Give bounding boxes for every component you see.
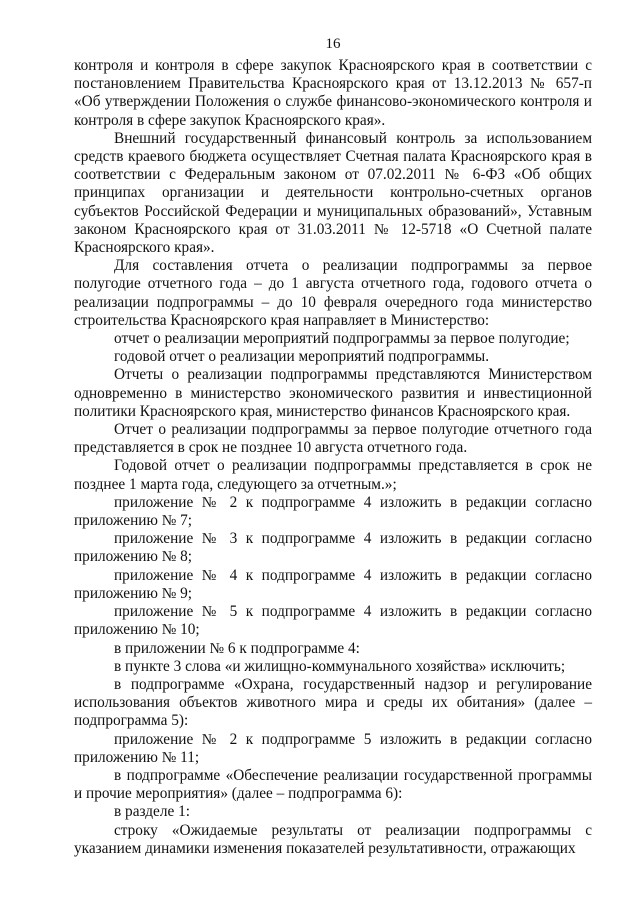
paragraph: приложение № 4 к подпрограмме 4 изложить в редакции согласно приложению № 9; bbox=[74, 566, 592, 602]
paragraph: Отчеты о реализации подпрограммы представляются Министерством одновременно в министерство экономического развития и инвестиционной политики Красноярского края, министерство финансов Красноярского края. bbox=[74, 366, 592, 420]
paragraph: годовой отчет о реализации мероприятий подпрограммы. bbox=[114, 348, 490, 366]
paragraph: в разделе 1: bbox=[114, 803, 190, 821]
page-number: 16 bbox=[325, 36, 341, 52]
paragraph: в пункте 3 слова «и жилищно-коммунального хозяйства» исключить; bbox=[114, 657, 566, 675]
paragraph: в подпрограмме «Охрана, государственный надзор и регулирование использования объектов животного мира и среды их обитания» (далее – подпрограмма 5): bbox=[74, 675, 592, 730]
paragraph: приложение № 3 к подпрограмме 4 изложить в редакции согласно приложению № 8; bbox=[74, 530, 592, 566]
paragraph: в приложении № 6 к подпрограмме 4: bbox=[114, 639, 360, 657]
paragraph: Для составления отчета о реализации подпрограммы за первое полугодие отчетного года – до 1 августа отчетного года, годового отчета о реализации подпрограммы – до 10 февраля очередного года министерство строительства Красноярского края направляет в Министерство: bbox=[74, 257, 592, 329]
paragraph: отчет о реализации мероприятий подпрограммы за первое полугодие; bbox=[114, 330, 570, 348]
document-body bbox=[74, 57, 592, 858]
paragraph: приложение № 2 к подпрограмме 5 изложить в редакции согласно приложению № 11; bbox=[74, 730, 592, 766]
paragraph: Отчет о реализации подпрограммы за первое полугодие отчетного года представляется в срок не позднее 10 августа отчетного года. bbox=[74, 421, 592, 457]
paragraph: в подпрограмме «Обеспечение реализации государственной программы и прочие мероприятия» (далее – подпрограмма 6): bbox=[74, 766, 592, 803]
paragraph: приложение № 2 к подпрограмме 4 изложить в редакции согласно приложению № 7; bbox=[74, 493, 592, 530]
paragraph: строку «Ожидаемые результаты от реализации подпрограммы с указанием динамики изменения показателей результативности, отражающих bbox=[74, 821, 592, 857]
paragraph: Годовой отчет о реализации подпрограммы представляется в срок не позднее 1 марта года, следующего за отчетным.»; bbox=[74, 457, 592, 493]
paragraph: приложение № 5 к подпрограмме 4 изложить в редакции согласно приложению № 10; bbox=[74, 603, 592, 639]
paragraph: контроля и контроля в сфере закупок Красноярского края в соответствии с постановлением Правительства Красноярского края от 13.12.2013 № 657-п «Об утверждении Положения о службе финансово-экономического контроля и контроля в сфере закупок Красноярского края». bbox=[74, 57, 592, 129]
paragraph: Внешний государственный финансовый контроль за использованием средств краевого бюджета осуществляет Счетная палата Красноярского края в соответствии с Федеральным законом от 07.02.2011 № 6-ФЗ «Об общих принципах организации и деятельности контрольно-счетных органов субъектов Российской Федерации и муниципальных образований», Уставным законом Красноярского края от 31.03.2011 № 12-5718 «О Счетной палате Красноярского края». bbox=[74, 129, 592, 257]
